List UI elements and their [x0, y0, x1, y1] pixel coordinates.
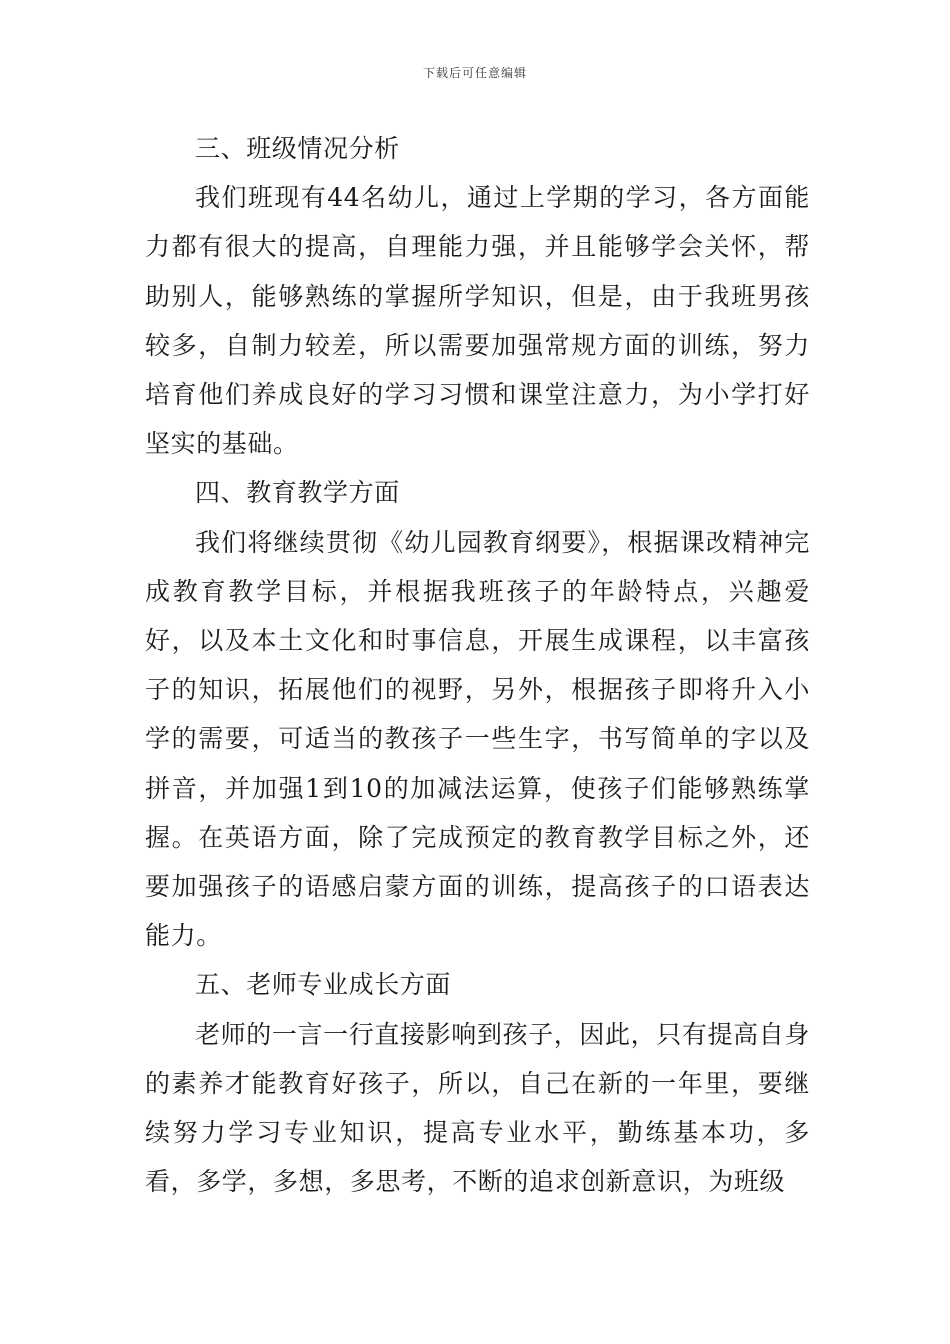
section-paragraph-class-analysis: 我们班现有44名幼儿，通过上学期的学习，各方面能力都有很大的提高，自理能力强，并且能够学会关怀，帮助别人，能够熟练的掌握所学知识，但是，由于我班男孩较多，自制力较差，所以需要加强常规方面的训练，努力培育他们养成良好的学习习惯和课堂注意力，为小学打好坚实的基础。 — [145, 183, 810, 459]
section-paragraph-education: 我们将继续贯彻《幼儿园教育纲要》，根据课改精神完成教育教学目标，并根据我班孩子的年龄特点，兴趣爱好，以及本土文化和时事信息，开展生成课程，以丰富孩子的知识，拓展他们的视野，另外，根据孩子即将升入小学的需要，可适当的教孩子一些生字，书写简单的字以及拼音，并加强1到10的加减法运算，使孩子们能够熟练掌握。在英语方面，除了完成预定的教育教学目标之外，还要加强孩子的语感启蒙方面的训练，提高孩子的口语表达能力。 — [145, 527, 810, 951]
section-heading-education: 四、教育教学方面 — [195, 478, 400, 508]
section-paragraph-teacher-growth: 老师的一言一行直接影响到孩子，因此，只有提高自身的素养才能教育好孩子，所以，自己在新的一年里，要继续努力学习专业知识，提高专业水平，勤练基本功，多看，多学，多想，多思考，不断的追求创新意识，为班级 — [145, 1019, 810, 1197]
page-header: 下载后可任意编辑 — [422, 66, 527, 80]
section-heading-class-analysis: 三、班级情况分析 — [195, 134, 400, 163]
document-body — [145, 124, 810, 1206]
section-heading-teacher-growth: 五、老师专业成长方面 — [195, 970, 452, 1000]
